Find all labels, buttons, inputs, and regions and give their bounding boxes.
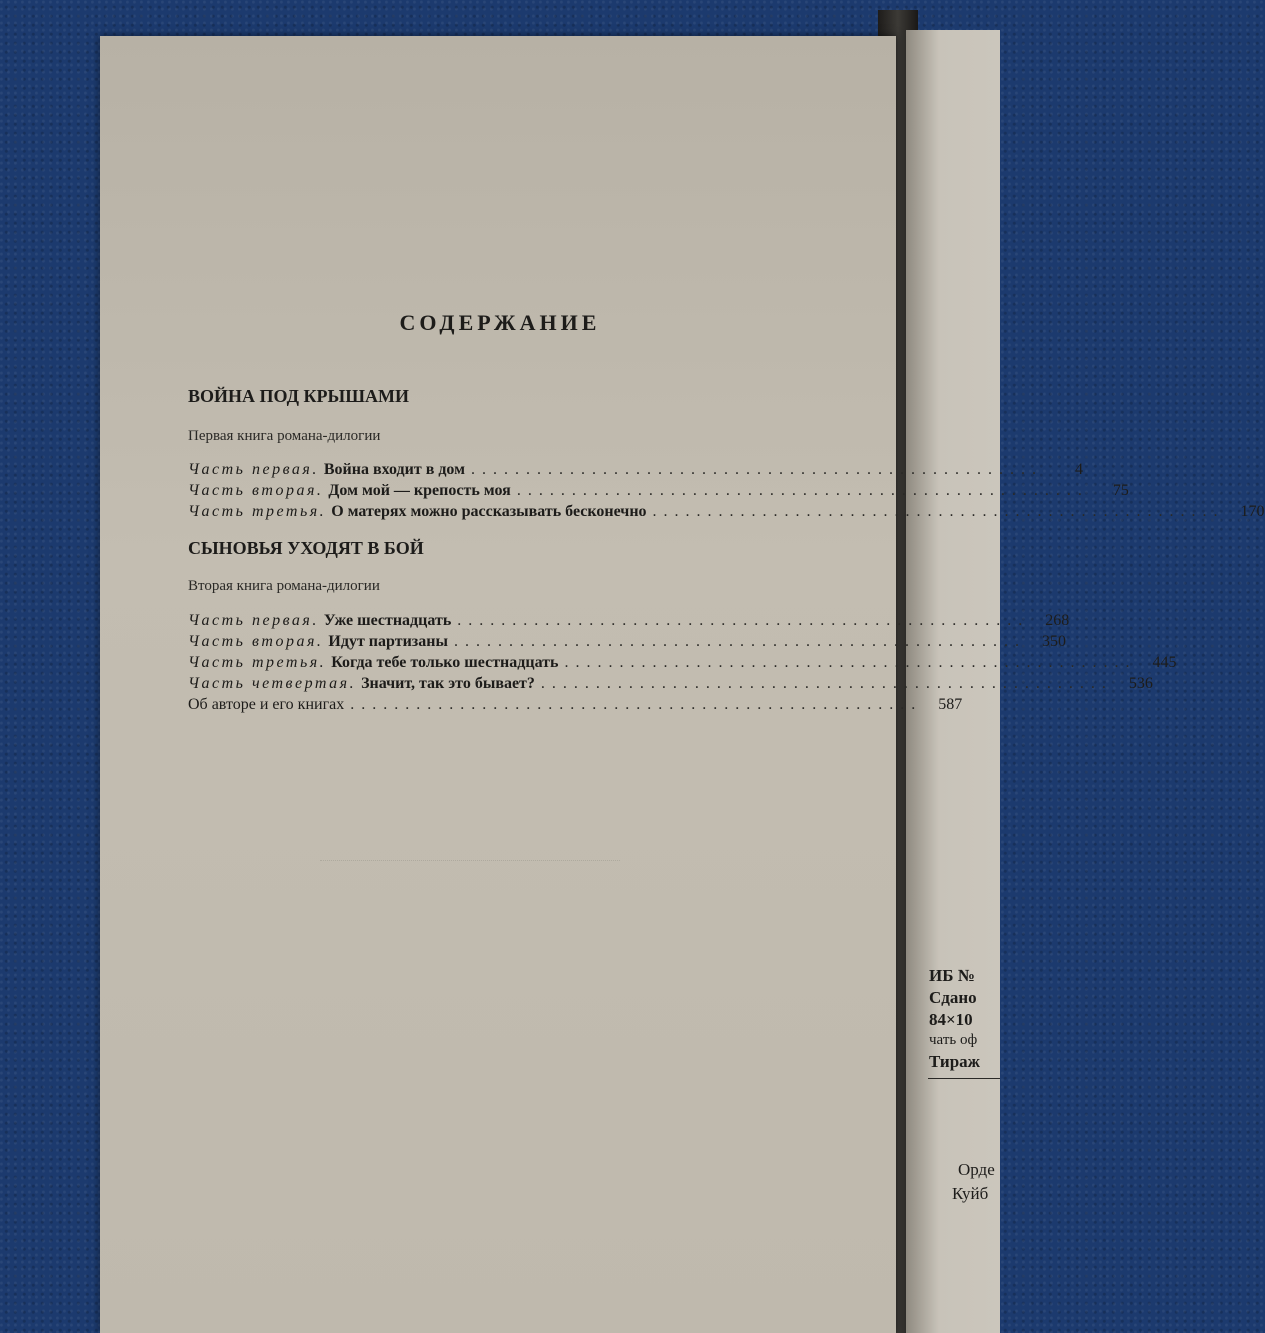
toc-entry-title: Война входит в дом bbox=[323, 461, 466, 478]
toc-page-number: 4 bbox=[1075, 461, 1084, 478]
book2-subtitle: Вторая книга романа-дилогии bbox=[188, 578, 380, 594]
toc-entry bbox=[188, 654, 1177, 675]
show-through-area bbox=[320, 860, 620, 921]
toc-leader: .................................................... bbox=[516, 482, 1089, 499]
toc-page-number: 587 bbox=[938, 696, 963, 713]
toc-leader: .................................................... bbox=[453, 633, 1026, 650]
toc-page-number: 268 bbox=[1045, 612, 1070, 629]
toc-part-label: Часть третья. bbox=[188, 503, 327, 520]
toc-entry-title: О матерях можно рассказывать бесконечно bbox=[331, 503, 647, 520]
book2-toc bbox=[188, 612, 1177, 717]
toc-page-number: 445 bbox=[1152, 654, 1177, 671]
toc-entry bbox=[188, 675, 1153, 696]
toc-entry-title: Значит, так это бывает? bbox=[361, 675, 535, 692]
toc-entry-title: Когда тебе только шестнадцать bbox=[331, 654, 559, 671]
toc-part-label: Часть первая. bbox=[188, 612, 319, 629]
imprint-line: чать оф bbox=[929, 1032, 978, 1048]
book1-toc bbox=[188, 461, 1265, 524]
toc-page-number: 536 bbox=[1128, 675, 1153, 692]
imprint-line: 84×10 bbox=[929, 1010, 973, 1029]
toc-entry bbox=[188, 633, 1066, 654]
toc-entry-afterword bbox=[188, 696, 963, 717]
imprint-footer-line: Куйб bbox=[952, 1184, 989, 1203]
toc-entry-title: Дом мой — крепость моя bbox=[328, 482, 511, 499]
toc-leader: .................................................... bbox=[564, 654, 1137, 671]
toc-page-number: 350 bbox=[1041, 633, 1066, 650]
toc-page-number: 170 bbox=[1240, 503, 1265, 520]
toc-entry bbox=[188, 612, 1070, 633]
toc-entry bbox=[188, 482, 1129, 503]
toc-part-label: Часть вторая. bbox=[188, 482, 324, 499]
toc-page-number: 75 bbox=[1112, 482, 1129, 499]
book1-subtitle: Первая книга романа-дилогии bbox=[188, 428, 381, 444]
imprint-divider bbox=[928, 1078, 1000, 1079]
toc-part-label: Часть первая. bbox=[188, 461, 319, 478]
toc-part-label: Часть третья. bbox=[188, 654, 327, 671]
imprint-footer-line: Орде bbox=[958, 1160, 995, 1179]
toc-entry-title: Уже шестнадцать bbox=[323, 612, 452, 629]
toc-entry bbox=[188, 503, 1265, 524]
contents-title: СОДЕРЖАНИЕ bbox=[399, 310, 601, 335]
toc-leader: .................................................... bbox=[652, 503, 1225, 520]
toc-entry-title: Идут партизаны bbox=[328, 633, 448, 650]
toc-entry-title: Об авторе и его книгах bbox=[188, 696, 345, 713]
book2-title: СЫНОВЬЯ УХОДЯТ В БОЙ bbox=[188, 538, 424, 558]
toc-part-label: Часть вторая. bbox=[188, 633, 324, 650]
toc-part-label: Часть четвертая. bbox=[188, 675, 357, 692]
toc-leader: .................................................... bbox=[350, 696, 923, 713]
book1-title: ВОЙНА ПОД КРЫШАМИ bbox=[188, 386, 409, 406]
toc-leader: .................................................... bbox=[471, 461, 1044, 478]
toc-leader: .................................................... bbox=[540, 675, 1113, 692]
imprint-line: Сдано bbox=[929, 988, 977, 1007]
toc-leader: .................................................... bbox=[457, 612, 1030, 629]
toc-entry bbox=[188, 461, 1084, 482]
imprint-line: ИБ № bbox=[929, 966, 975, 985]
imprint-line: Тираж bbox=[929, 1052, 980, 1071]
